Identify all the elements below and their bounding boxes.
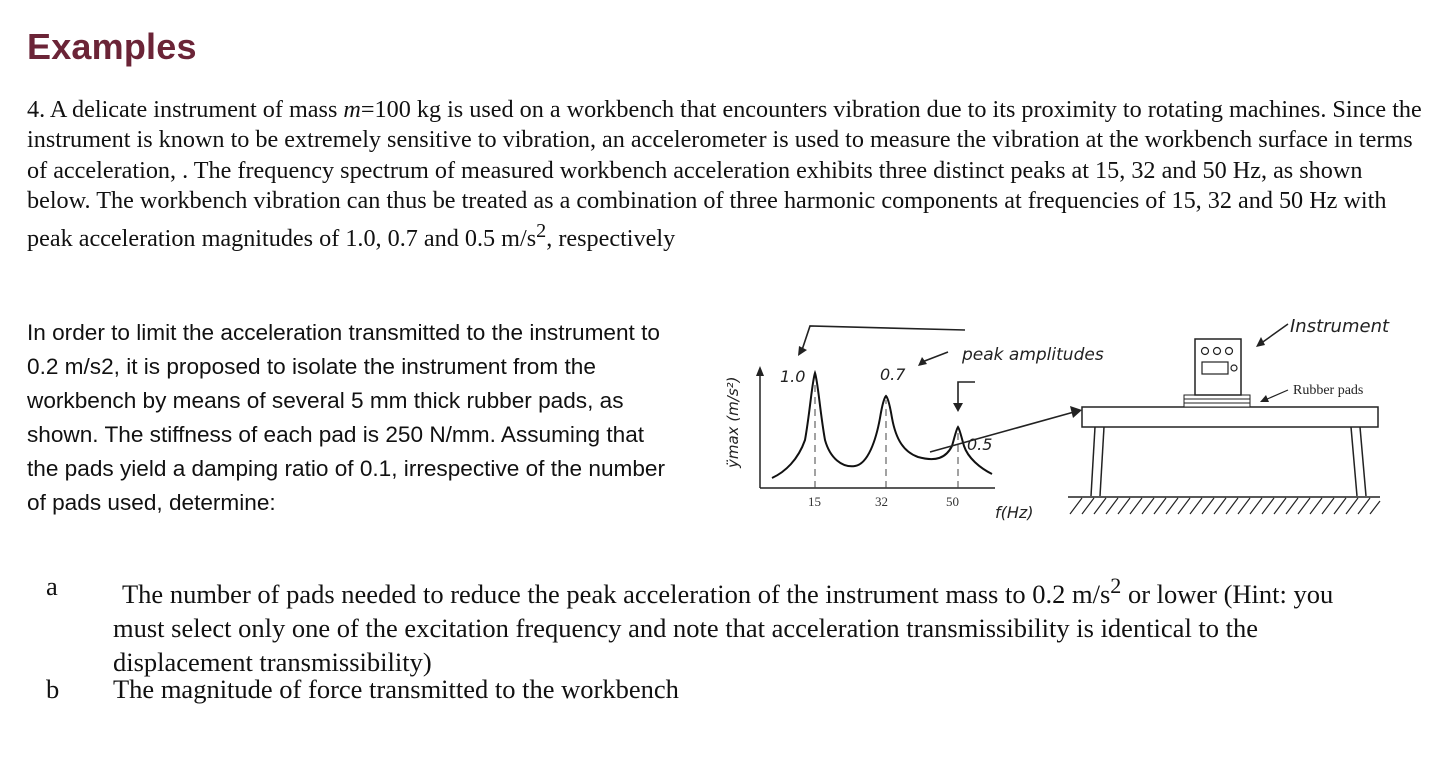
bench-leg-right-outer (1360, 427, 1366, 496)
x-axis-label: f(Hz) (995, 503, 1034, 522)
page-title: Examples (27, 26, 197, 67)
bench-top (1082, 407, 1378, 427)
arrowhead-2 (918, 357, 927, 366)
question-a-letter: a (46, 571, 58, 601)
annotation-leader-3 (958, 382, 975, 406)
arrowhead-3 (953, 403, 963, 412)
ground-hatching (1070, 498, 1380, 514)
question-a-superscript: 2 (1110, 573, 1122, 598)
peak-label-0-7: 0.7 (880, 365, 906, 384)
mass-symbol: m (343, 96, 361, 123)
superscript-two: 2 (536, 220, 547, 243)
problem-statement (27, 95, 1422, 255)
problem-text-part-3: , respectively (546, 225, 676, 253)
bench-arrowhead (1070, 406, 1082, 418)
pads-leader (1265, 390, 1288, 400)
spectrum-plot (724, 326, 1104, 522)
bench-pointer-arrow (930, 412, 1074, 452)
bench-leg-right-inner (1351, 427, 1357, 496)
question-a-text (113, 569, 1353, 679)
bench-leg-left-outer (1091, 427, 1095, 496)
question-b-text: The magnitude of force transmitted to the workbench (113, 674, 679, 704)
question-b-letter: b (46, 674, 60, 704)
question-a-text-part-1: The number of pads needed to reduce the peak acceleration of the instrument mass to 0.2 m/s (122, 578, 1111, 609)
question-a-text-part-2: or lower (Hint: you must select only one of the excitation frequency and note that acceleration transmissibility is identical to the displacement transmissibility) (113, 578, 1334, 677)
peak-label-0-5: 0.5 (967, 435, 993, 454)
annotation-leader-2 (922, 352, 948, 362)
problem-number: 4. (27, 96, 46, 123)
pads-label: Rubber pads (1293, 383, 1364, 398)
annotation-leader-1 (802, 326, 965, 350)
vibration-figure (690, 300, 1420, 535)
peak-label-1-0: 1.0 (780, 367, 806, 386)
problem-text-part-2: =100 kg is used on a workbench that encounters vibration due to its proximity to rotating machines. Since the instrument is known to be extremely sensitive to vibration, an accelerometer is used to measure the vibration at the workbench surface in terms of acceleration, . The frequency spectrum of measured workbench acceleration exhibits three distinct peaks at 15, 32 and 50 Hz, as shown below. The workbench vibration can thus be treated as a combination of three harmonic components at frequencies of 15, 32 and 50 Hz with peak acceleration magnitudes of 1.0, 0.7 and 0.5 m/s (27, 96, 1422, 253)
problem-text-part-1: A delicate instrument of mass (49, 96, 344, 123)
y-axis-label: ÿmax (m/s²) (724, 376, 742, 468)
isolation-description: In order to limit the acceleration transmitted to the instrument to 0.2 m/s2, it is proposed to isolate the instrument from the workbench by means of several 5 mm thick rubber pads, as shown. The stiffness of each pad is 250 N/mm. Assuming that the pads yield a damping ratio of 0.1, irrespective of the number of pads used, determine: (27, 320, 666, 515)
x-tick-50: 50 (946, 494, 959, 509)
bench-leg-left-inner (1100, 427, 1104, 496)
peak-amplitudes-annotation: peak amplitudes (962, 345, 1104, 365)
rubber-pads (1184, 395, 1250, 407)
y-axis-arrowhead (756, 366, 764, 376)
x-tick-32: 32 (875, 494, 888, 509)
instrument-label: Instrument (1290, 316, 1390, 337)
spectrum-curve (772, 373, 992, 478)
instrument-leader (1260, 324, 1288, 344)
x-tick-15: 15 (808, 494, 821, 509)
